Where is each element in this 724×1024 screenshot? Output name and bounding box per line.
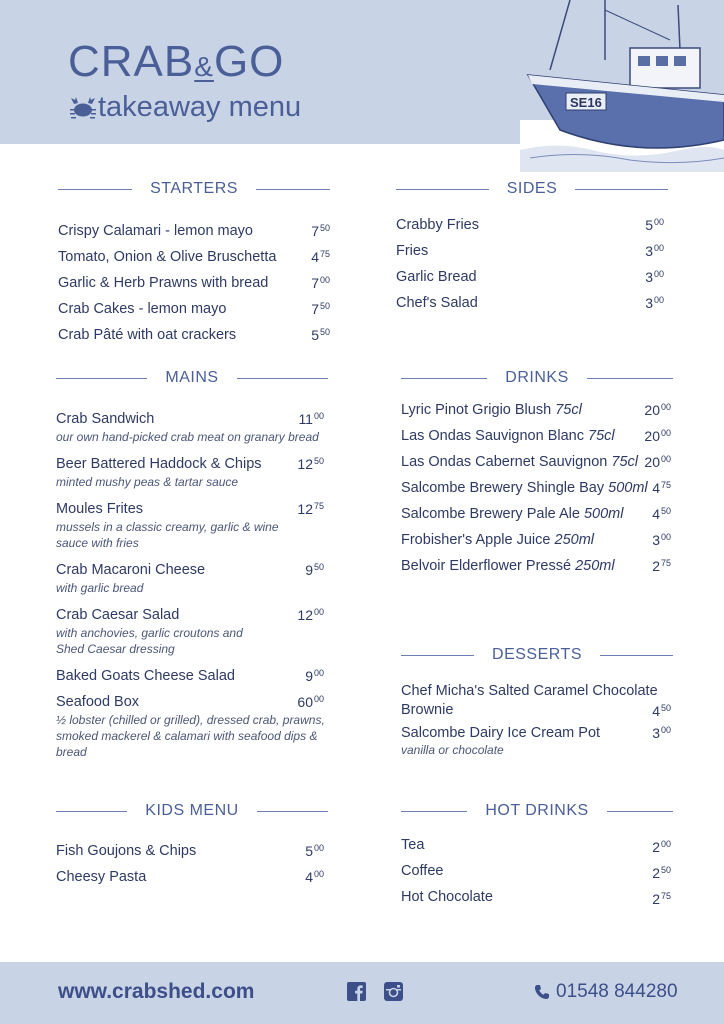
kids-menu-title: KIDS MENU bbox=[145, 802, 239, 819]
phone-icon bbox=[534, 984, 550, 1000]
logo-wordmark: CRAB&GO bbox=[68, 37, 285, 86]
boat-label: SE16 bbox=[570, 95, 602, 110]
desserts-title: DESSERTS bbox=[492, 646, 582, 663]
footer-band bbox=[0, 962, 724, 1024]
sides-section: SIDES Crabby Fries $5^{00}$ Fries $3^{00}$ Garlic Bread $3^{00}$ Chef's Salad $3^{00}$ bbox=[396, 180, 668, 320]
instagram-icon[interactable] bbox=[384, 982, 403, 1001]
crab-icon bbox=[68, 95, 98, 121]
sides-title: SIDES bbox=[506, 180, 558, 197]
hot-drinks-section: HOT DRINKS Tea $2^{00}$ Coffee $2^{50}$ Hot Chocolate $2^{75}$ bbox=[401, 802, 673, 912]
kids-menu-section: KIDS MENU Fish Goujons & Chips $5^{00}$ Cheesy Pasta $4^{00}$ bbox=[56, 802, 328, 892]
mains-section: MAINS Crab Sandwich $11^{00}$ our own hand-picked crab meat on granary bread Beer Battered Haddock & Chips $12^{50}$ minted mushy peas & tartar sauce Moules Frites $12^{75}$ mussels in a classic creamy, garlic & wine sauce with fries Crab Macaroni Cheese $9^{50}$ with garlic bread Crab Caesar Salad $12^{00}$ with anchovies, garlic croutons and Shed Caesar dressing Baked Goats Cheese Salad $9^{00}$ Seafood Box $60^{00}$ ½ lobster (chilled or grilled), dressed crab, prawns, smoked mackerel & calamari with seafood dips & bread bbox=[56, 369, 328, 769]
logo-subtitle: takeaway menu bbox=[98, 91, 302, 123]
hot-drinks-title: HOT DRINKS bbox=[485, 802, 589, 819]
drinks-title: DRINKS bbox=[505, 369, 569, 386]
fishing-boat-illustration bbox=[520, 0, 724, 172]
drinks-section: DRINKS Lyric Pinot Grigio Blush 75cl $20^{00}$ Las Ondas Sauvignon Blanc 75cl $20^{00}$ Las Ondas Cabernet Sauvignon 75cl $20^{00}$ Salcombe Brewery Shingle Bay 500ml $4^{75}$ Salcombe Brewery Pale Ale 500ml $4^{50}$ Frobisher's Apple Juice 250ml $3^{00}$ Belvoir Elderflower Pressé 250ml $2^{75}$ bbox=[401, 369, 673, 589]
facebook-icon[interactable] bbox=[347, 982, 366, 1001]
starters-title: STARTERS bbox=[150, 180, 238, 197]
starters-section: STARTERS Crispy Calamari - lemon mayo $7^{50}$ Tomato, Onion & Olive Bruschetta $4^{75}$ Garlic & Herb Prawns with bread $7^{00}$ Crab Cakes - lemon mayo $7^{50}$ Crab Pâté with oat crackers $5^{50}$ bbox=[58, 180, 330, 343]
desserts-section: DESSERTS Chef Micha's Salted Caramel Chocolate Brownie $4^{50}$ Salcombe Dairy Ice Cream Pot $3^{00}$ vanilla or chocolate bbox=[401, 646, 673, 766]
website-link[interactable]: www.crabshed.com bbox=[58, 980, 255, 1003]
logo bbox=[68, 37, 302, 124]
mains-title: MAINS bbox=[165, 369, 219, 386]
phone-number[interactable]: 01548 844280 bbox=[534, 981, 678, 1003]
